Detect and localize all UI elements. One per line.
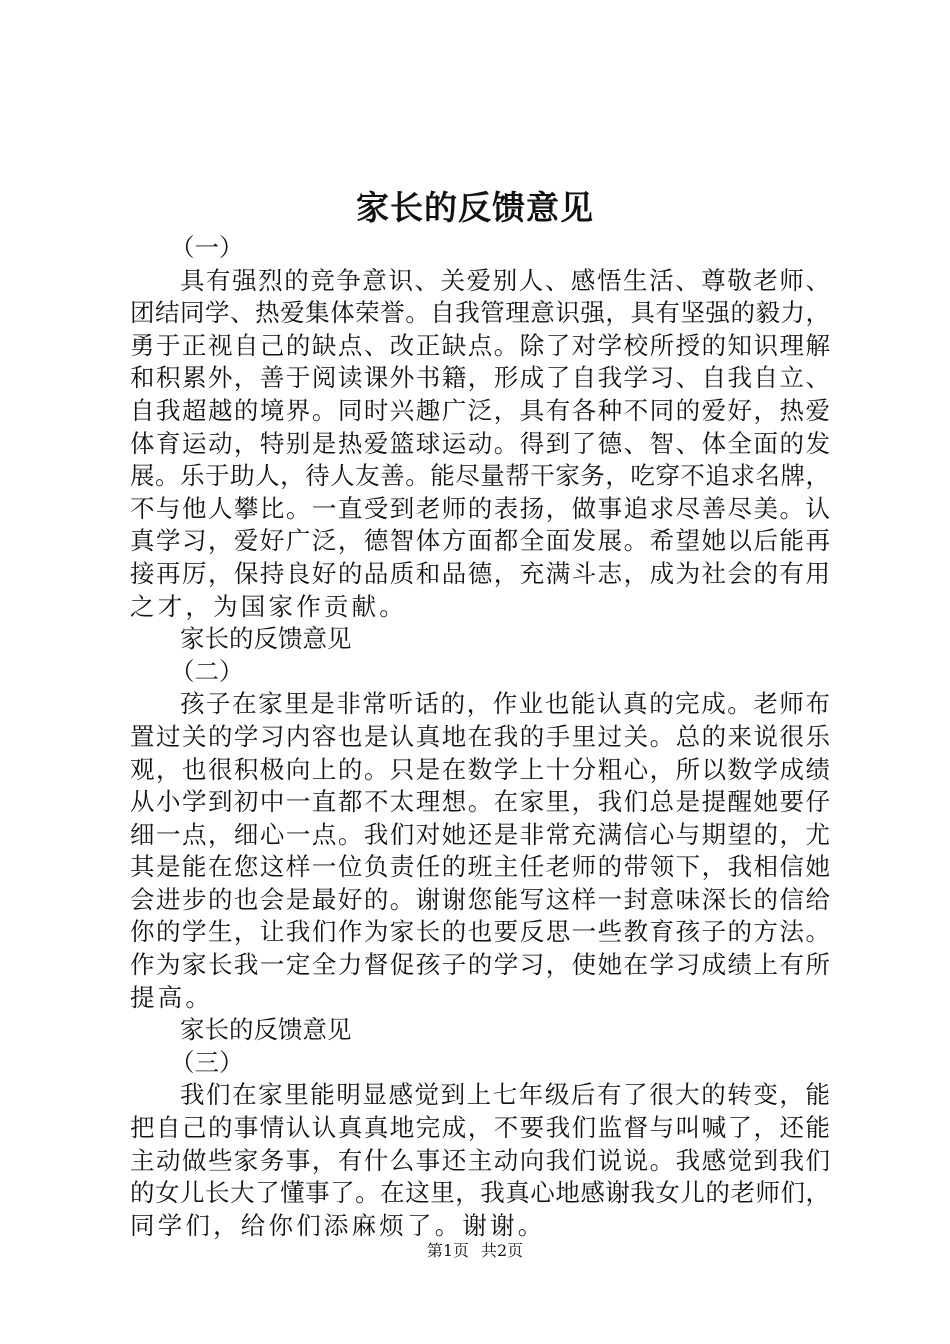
paragraph-line: 接再厉，保持良好的品质和品德，充满斗志，成为社会的有用 [130, 558, 832, 588]
page-footer [0, 1240, 950, 1262]
paragraph-line: 提高。 [130, 982, 214, 1012]
paragraph-line: 会进步的也会是最好的。谢谢您能写这样一封意味深长的信给 [130, 884, 832, 914]
paragraph-line: 和积累外，善于阅读课外书籍，形成了自我学习、自我自立、 [130, 363, 832, 393]
page-total: 共2页 [481, 1241, 524, 1260]
paragraph-line: 的女儿长大了懂事了。在这里，我真心地感谢我女儿的老师们， [130, 1178, 831, 1208]
document-body [130, 232, 830, 1242]
paragraph-line: 观，也很积极向上的。只是在数学上十分粗心，所以数学成绩 [130, 754, 832, 784]
paragraph-line: 置过关的学习内容也是认真地在我的手里过关。总的来说很乐 [130, 721, 832, 751]
paragraph-line: 体育运动，特别是热爱篮球运动。得到了德、智、体全面的发 [130, 428, 832, 458]
section-number: （一） [170, 233, 244, 262]
paragraph-line: 真学习，爱好广泛，德智体方面都全面发展。希望她以后能再 [130, 526, 832, 556]
paragraph-line: 你的学生，让我们作为家长的也要反思一些教育孩子的方法。 [130, 917, 832, 947]
paragraph-line: 不与他人攀比。一直受到老师的表扬，做事追求尽善尽美。认 [130, 493, 832, 523]
paragraph-line: 其是能在您这样一位负责任的班主任老师的带领下，我相信她 [130, 852, 832, 882]
paragraph-line: 展。乐于助人，待人友善。能尽量帮干家务，吃穿不追求名牌， [130, 461, 831, 491]
section-label: 家长的反馈意见 [180, 624, 352, 654]
paragraph-line: 我们在家里能明显感觉到上七年级后有了很大的转变，能 [180, 1080, 832, 1110]
paragraph-line: 孩子在家里是非常听话的，作业也能认真的完成。老师布 [180, 689, 832, 719]
page-number: 第1页 [426, 1241, 469, 1260]
paragraph-line: 具有强烈的竞争意识、关爱别人、感悟生活、尊敬老师、 [180, 265, 832, 295]
paragraph-line: 自我超越的境界。同时兴趣广泛，具有各种不同的爱好，热爱 [130, 395, 832, 425]
paragraph-line: 同学们，给你们添麻烦了。谢谢。 [130, 1210, 546, 1240]
paragraph-line: 从小学到初中一直都不太理想。在家里，我们总是提醒她要仔 [130, 787, 832, 817]
paragraph-line: 细一点，细心一点。我们对她还是非常充满信心与期望的，尤 [130, 819, 832, 849]
paragraph-line: 勇于正视自己的缺点、改正缺点。除了对学校所授的知识理解 [130, 330, 832, 360]
paragraph-line: 主动做些家务事，有什么事还主动向我们说说。我感觉到我们 [130, 1145, 832, 1175]
paragraph-line: 之才，为国家作贡献。 [130, 591, 407, 621]
section-number: （三） [170, 1047, 244, 1077]
section-label: 家长的反馈意见 [180, 1015, 352, 1045]
paragraph-line: 团结同学、热爱集体荣誉。自我管理意识强，具有坚强的毅力， [130, 298, 831, 328]
section-number: （二） [170, 656, 244, 686]
paragraph-line: 作为家长我一定全力督促孩子的学习，使她在学习成绩上有所 [130, 950, 832, 980]
document-title: 家长的反馈意见 [356, 188, 594, 227]
paragraph-line: 把自己的事情认认真真地完成，不要我们监督与叫喊了，还能 [130, 1113, 832, 1143]
